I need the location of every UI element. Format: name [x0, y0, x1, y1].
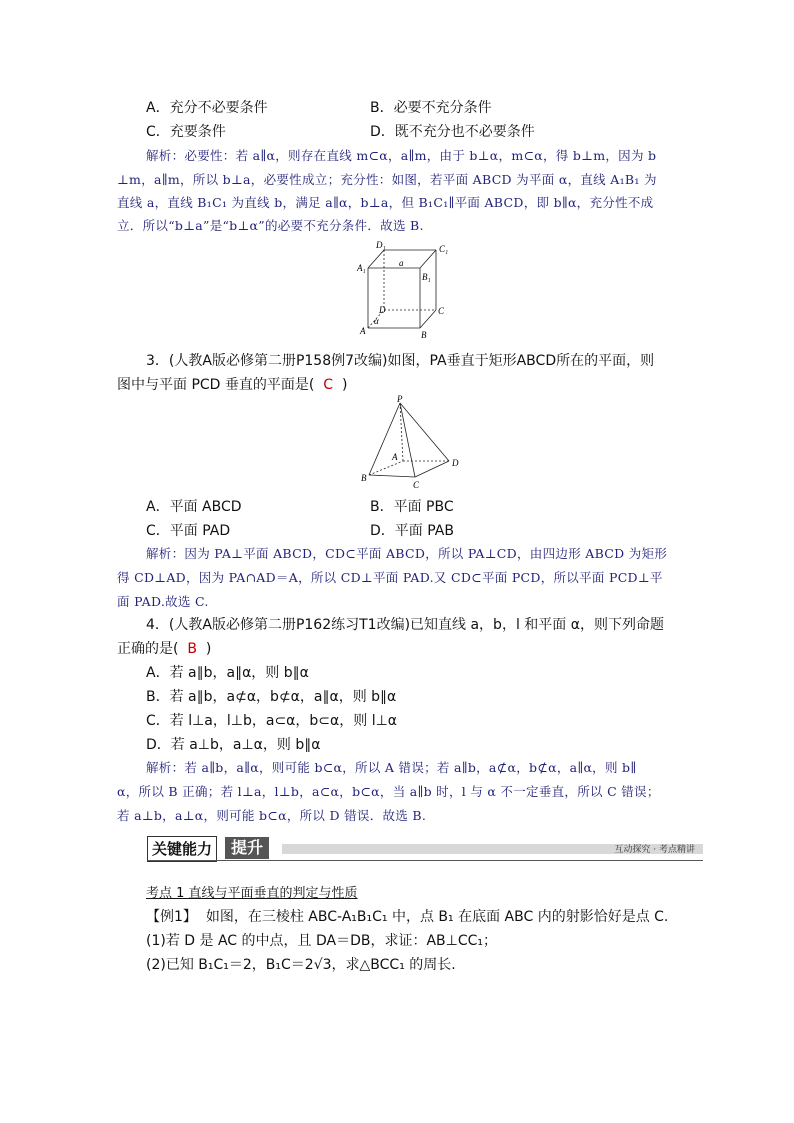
cube-label-d: D: [379, 305, 386, 315]
q4-stem-text: 正确的是(: [117, 641, 179, 657]
pyramid-figure: [355, 395, 470, 490]
q4-stem-line-2: [117, 638, 211, 658]
example-part-2: (2)已知 B₁C₁＝2，B₁C＝2√3，求△BCC₁ 的周长.: [146, 957, 456, 973]
q2-option-c: C．充要条件: [146, 124, 226, 140]
cube-label-c: C: [438, 306, 445, 316]
cube-label-b1: B₁: [422, 272, 431, 282]
q4-solution-line-2: α，所以 B 正确；若 l⊥a，l⊥b，a⊂α，b⊂α，当 a∥b 时，l 与 α 不一定垂直，所以 C 错误；: [117, 784, 660, 799]
banner-underline: [147, 860, 703, 861]
section-heading: 考点 1 直线与平面垂直的判定与性质: [146, 886, 358, 901]
cube-label-c1: C₁: [439, 244, 449, 254]
q3-solution-line-1: 解析：因为 PA⊥平面 ABCD，CD⊂平面 ABCD，所以 PA⊥CD，由四边形 ABCD 为矩形: [146, 546, 668, 561]
q2-option-d: D．既不充分也不必要条件: [370, 124, 535, 140]
section-banner: [147, 836, 703, 862]
cube-label-a: a: [399, 258, 404, 268]
pyramid-label-c: C: [413, 480, 420, 490]
example-part-1: (1)若 D 是 AC 的中点，且 DA＝DB，求证：AB⊥CC₁；: [146, 933, 498, 949]
cube-label-b: B: [421, 330, 427, 340]
banner-highlight: 提升: [225, 837, 269, 859]
pyramid-label-a: A: [392, 452, 398, 462]
pyramid-label-p: P: [397, 395, 403, 404]
cube-label-a1: A₁: [357, 263, 366, 273]
q3-stem-line-2: [117, 374, 347, 394]
q2-solution-line-2: ⊥m，a∥m，所以 b⊥a，必要性成立；充分性：如图，若平面 ABCD 为平面 α，直线 A₁B₁ 为: [117, 172, 657, 187]
q4-option-a: A．若 a∥b，a∥α，则 b∥α: [146, 665, 309, 681]
q4-solution-line-3: 若 a⊥b，a⊥α，则可能 b⊂α，所以 D 错误．故选 B.: [117, 808, 427, 823]
q2-option-b: B．必要不充分条件: [370, 100, 492, 116]
q4-option-c: C．若 l⊥a，l⊥b，a⊂α，b⊂α，则 l⊥α: [146, 713, 398, 729]
q3-option-a: A．平面 ABCD: [146, 499, 242, 515]
q2-solution-line-1: 解析：必要性：若 a∥α，则存在直线 m⊂α，a∥m，由于 b⊥α，m⊂α，得 b⊥m，因为 b: [146, 148, 657, 163]
q3-option-c: C．平面 PAD: [146, 523, 231, 539]
example-text: 如图，在三棱柱 ABC-A₁B₁C₁ 中，点 B₁ 在底面 ABC 内的射影恰好是点 C.: [205, 909, 669, 925]
q3-option-d: D．平面 PAB: [370, 523, 454, 539]
q4-solution-line-1: 解析：若 a∥b，a∥α，则可能 b⊂α，所以 A 错误；若 a∥b，a⊄α，b⊄α，a∥α，则 b∥: [146, 760, 637, 775]
q3-stem-text: 图中与平面 PCD 垂直的平面是(: [117, 377, 315, 393]
q2-solution-line-3: 直线 a，直线 B₁C₁ 为直线 b，满足 a∥α，b⊥a，但 B₁C₁∥平面 ABCD，即 b∥α，充分性不成: [117, 195, 654, 210]
q4-option-b: B．若 a∥b，a⊄α，b⊄α，a∥α，则 b∥α: [146, 689, 397, 705]
cube-label-alpha: α: [374, 316, 379, 326]
q4-stem-close: ): [205, 641, 212, 657]
cube-label-a-vertex: A: [360, 326, 366, 336]
cube-label-d1: D₁: [376, 240, 386, 250]
pyramid-label-d: D: [452, 458, 459, 468]
q3-answer: C: [323, 377, 334, 393]
pyramid-label-b: B: [361, 473, 367, 483]
example-label: 【例1】: [146, 909, 197, 925]
q3-stem-close: ): [341, 377, 348, 393]
q4-stem-line-1: 4．(人教A版必修第二册P162练习T1改编)已知直线 a，b，l 和平面 α，则下列命题: [146, 617, 664, 633]
q4-answer: B: [187, 641, 197, 657]
q2-solution-line-4: 立．所以“b⊥a”是“b⊥α”的必要不充分条件．故选 B.: [117, 218, 424, 233]
q3-solution-line-2: 得 CD⊥AD，因为 PA∩AD＝A，所以 CD⊥平面 PAD.又 CD⊂平面 PCD，所以平面 PCD⊥平: [117, 570, 663, 585]
banner-tag: 互动探究 · 考点精讲: [614, 845, 695, 855]
banner-title: 关键能力: [147, 836, 217, 862]
q2-option-a: A．充分不必要条件: [146, 100, 268, 116]
q3-solution-line-3: 面 PAD.故选 C.: [117, 594, 209, 609]
q4-option-d: D．若 a⊥b，a⊥α，则 b∥α: [146, 737, 321, 753]
q3-stem-line-1: 3．(人教A版必修第二册P158例7改编)如图，PA垂直于矩形ABCD所在的平面，则: [146, 353, 655, 369]
q3-option-b: B．平面 PBC: [370, 499, 454, 515]
example-1-line: [146, 906, 668, 926]
cube-figure: [350, 238, 470, 343]
